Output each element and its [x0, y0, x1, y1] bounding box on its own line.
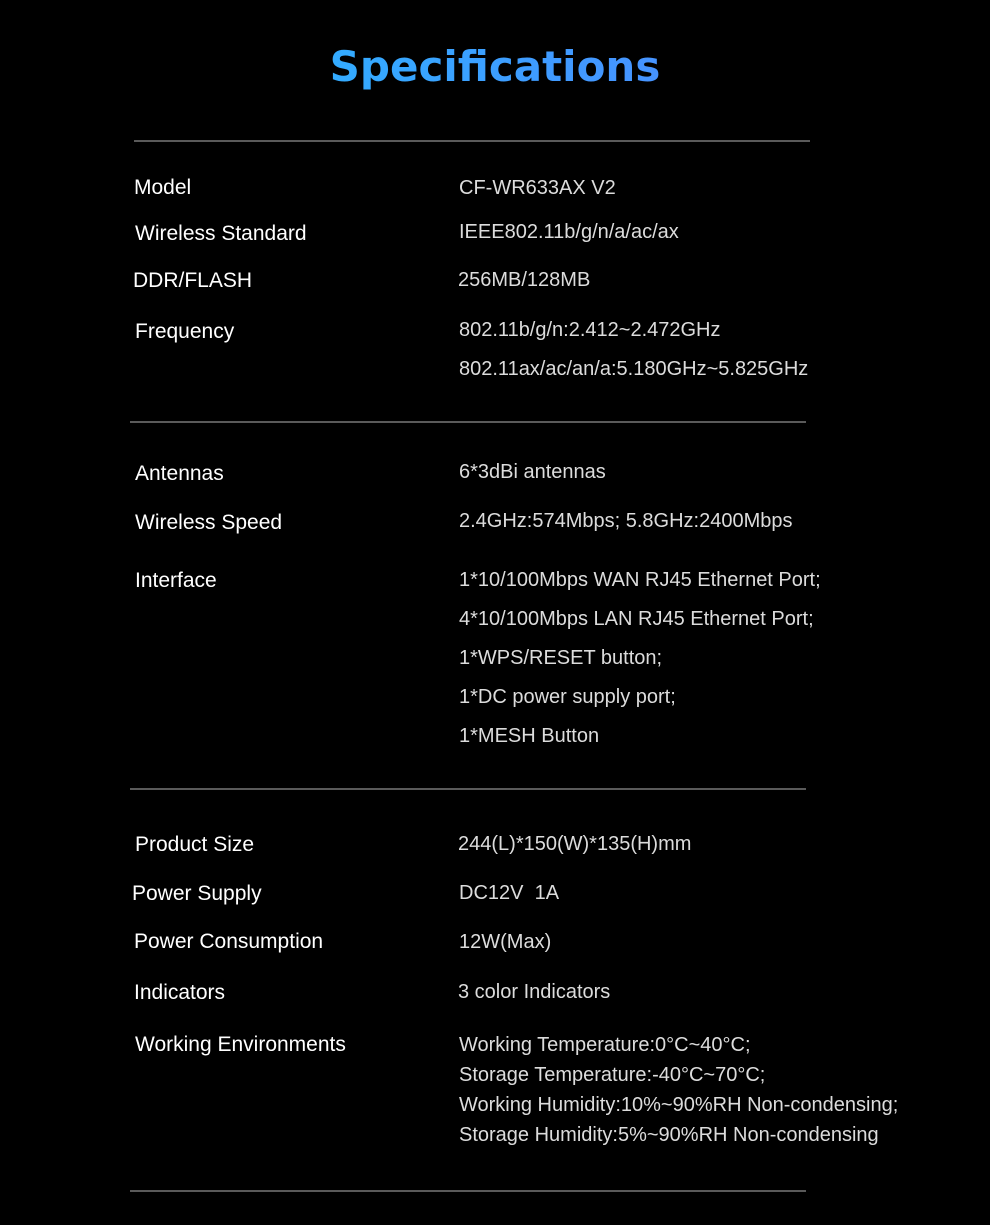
spec-value-working-environments-line-1: Working Temperature:0°C~40°C; [459, 1034, 751, 1056]
spec-label-wireless-speed: Wireless Speed [135, 511, 283, 534]
spec-label-power-supply: Power Supply [132, 882, 262, 905]
spec-label-ddr-flash: DDR/FLASH [133, 269, 253, 292]
spec-value-interface-line-5: 1*MESH Button [459, 725, 600, 747]
spec-value-interface-line-4: 1*DC power supply port; [459, 686, 676, 708]
spec-value-working-environments-line-4: Storage Humidity:5%~90%RH Non-condensing [459, 1124, 879, 1146]
spec-label-frequency: Frequency [135, 320, 235, 343]
spec-label-working-environments: Working Environments [135, 1033, 346, 1056]
spec-value-working-environments-line-2: Storage Temperature:-40°C~70°C; [459, 1064, 766, 1086]
spec-value-interface-line-2: 4*10/100Mbps LAN RJ45 Ethernet Port; [459, 608, 814, 630]
section-divider-1 [130, 421, 806, 423]
spec-value-interface-line-1: 1*10/100Mbps WAN RJ45 Ethernet Port; [459, 569, 821, 591]
spec-label-power-consumption: Power Consumption [134, 930, 324, 953]
spec-label-product-size: Product Size [135, 833, 255, 856]
section-divider-bottom [130, 1190, 806, 1192]
spec-value-frequency-line-1: 802.11b/g/n:2.412~2.472GHz [459, 319, 721, 341]
spec-label-interface: Interface [135, 569, 217, 592]
spec-value-frequency-line-2: 802.11ax/ac/an/a:5.180GHz~5.825GHz [459, 358, 809, 380]
spec-value-model: CF-WR633AX V2 [459, 177, 616, 199]
spec-value-power-consumption: 12W(Max) [459, 931, 552, 953]
section-divider-2 [130, 788, 806, 790]
spec-label-antennas: Antennas [135, 462, 224, 485]
section-divider-top [134, 140, 810, 142]
spec-value-indicators: 3 color Indicators [458, 981, 611, 1003]
spec-value-product-size: 244(L)*150(W)*135(H)mm [458, 833, 692, 855]
spec-value-working-environments-line-3: Working Humidity:10%~90%RH Non-condensing; [459, 1094, 899, 1116]
page-title: Specifications [0, 40, 990, 94]
spec-value-antennas: 6*3dBi antennas [459, 461, 606, 483]
spec-value-power-supply: DC12V 1A [459, 882, 560, 904]
spec-label-indicators: Indicators [134, 981, 226, 1004]
spec-value-wireless-speed: 2.4GHz:574Mbps; 5.8GHz:2400Mbps [459, 510, 793, 532]
spec-value-ddr-flash: 256MB/128MB [458, 269, 591, 291]
spec-value-wireless-standard: IEEE802.11b/g/n/a/ac/ax [459, 221, 679, 243]
spec-label-wireless-standard: Wireless Standard [135, 222, 307, 245]
spec-label-model: Model [134, 176, 192, 199]
spec-value-interface-line-3: 1*WPS/RESET button; [459, 647, 663, 669]
